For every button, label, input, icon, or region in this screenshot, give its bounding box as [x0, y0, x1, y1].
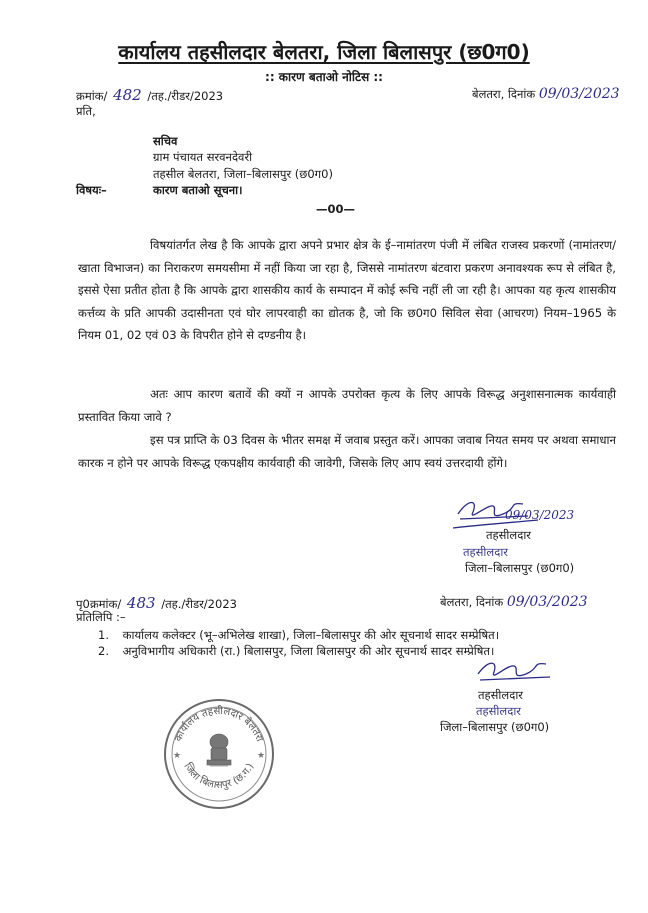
seal-star-right: ★: [257, 751, 266, 761]
copy-item-1: [98, 628, 499, 643]
copy-item-1-text: कार्यालय कलेक्टर (भू–अभिलेख शाखा), जिला–बिलासपुर की ओर सूचनार्थ सादर सम्प्रेषित।: [122, 628, 500, 642]
endorsement-number: 483: [126, 594, 156, 612]
seal-bottom-text: जिला बिलासपुर (छ.ग.): [181, 761, 257, 791]
recipient-address-line2: तहसील बेलतरा, जिला–बिलासपुर (छ0ग0): [153, 167, 333, 181]
endorsement-date-line: [440, 594, 588, 610]
signature-2-office: जिला–बिलासपुर (छ0ग0): [440, 720, 550, 734]
signature-1-stamp: तहसीलदार: [463, 545, 508, 559]
endorsement-label: पृ0क्रमांक/: [76, 597, 122, 611]
subject-text: कारण बताओ सूचना।: [153, 183, 243, 197]
subject-label: विषयः–: [76, 183, 107, 197]
endorsement-suffix: /तह./रीडर/2023: [161, 597, 237, 611]
reference-number-line: [76, 86, 223, 104]
copy-item-1-number: 1.: [98, 628, 109, 642]
signature-1-office: जिला–बिलासपुर (छ0ग0): [465, 561, 575, 575]
place-date-label: बेलतरा, दिनांक: [472, 87, 536, 101]
reference-suffix: /तह./रीडर/2023: [147, 89, 224, 103]
signature-2-designation: तहसीलदार: [478, 688, 523, 702]
notice-subtitle: :: कारण बताओ नोटिस ::: [265, 70, 383, 84]
official-seal: [161, 696, 277, 812]
recipient-designation: सचिव: [153, 134, 178, 148]
signature-2: [470, 656, 580, 690]
copy-item-2: [98, 644, 494, 659]
signature-2-stamp: तहसीलदार: [476, 704, 521, 718]
separator: —00—: [316, 202, 356, 216]
body-paragraph-3: इस पत्र प्राप्ति के 03 दिवस के भीतर समक्ष में जवाब प्रस्तुत करें। आपका जवाब नियत समय पर अथवा समाधान कारक न होने पर आपके विरूद्ध एकपक्षीय कार्यवाही की जावेगी, जिसके लिए आप स्वयं उत्तरदायी होंगे।: [78, 433, 616, 470]
national-emblem-icon: [207, 734, 231, 766]
body-paragraph-1: विषयांतर्गत लेख है कि आपके द्वारा अपने प्रभार क्षेत्र के ई–नामांतरण पंजी में लंबित राजस्व प्रकरणों (नामांतरण/खाता विभाजन) का निराकरण समयसीमा में नहीं किया जा रहा है, जिससे नामांतरण बंटवारा प्रकरण अनावश्यक रूप से लंबित है, इससे ऐसा प्रतीत होता है कि आपके द्वारा शासकीय कार्य के सम्पादन में कोई रूचि नहीं ली जा रही है। आपका यह कृत्य शासकीय कर्त्तव्य के प्रति आपकी उदासीनता एवं घोर लापरवाही का द्योतक है, जो कि छ0ग0 सिविल सेवा (आचरण) नियम–1965 के नियम 01, 02 एवं 03 के विपरीत होने से दण्डनीय है।: [78, 238, 616, 342]
endorsement-place-date-label: बेलतरा, दिनांक: [440, 595, 504, 609]
reference-date: 09/03/2023: [538, 86, 620, 102]
recipient-address-line1: ग्राम पंचायत सरवनदेवरी: [153, 150, 253, 164]
copy-item-2-text: अनुविभागीय अधिकारी (रा.) बिलासपुर, जिला बिलासपुर की ओर सूचनार्थ सादर सम्प्रेषित।: [122, 644, 495, 658]
prati-label: प्रति,: [76, 104, 96, 118]
copy-label: प्रतिलिपि :–: [76, 610, 126, 624]
reference-label: क्रमांक/: [76, 89, 108, 103]
seal-top-text: कार्यालय तहसीलदार बेलतरा: [173, 705, 265, 744]
seal-star-left: ★: [173, 751, 182, 761]
copy-item-2-number: 2.: [98, 644, 109, 658]
signature-1-date: 09/03/2023: [505, 508, 575, 522]
page-title: कार्यालय तहसीलदार बेलतरा, जिला बिलासपुर (छ0ग0): [118, 40, 530, 64]
reference-date-line: [472, 86, 620, 102]
reference-number: 482: [113, 86, 142, 104]
body-paragraph-2: अतः आप कारण बतावें की क्यों न आपके उपरोक्त कृत्य के लिए आपके विरूद्ध अनुशासनात्मक कार्यवाही प्रस्तावित किया जावे ?: [78, 387, 616, 424]
endorsement-date: 09/03/2023: [506, 594, 588, 610]
signature-1-designation: तहसीलदार: [486, 528, 531, 542]
